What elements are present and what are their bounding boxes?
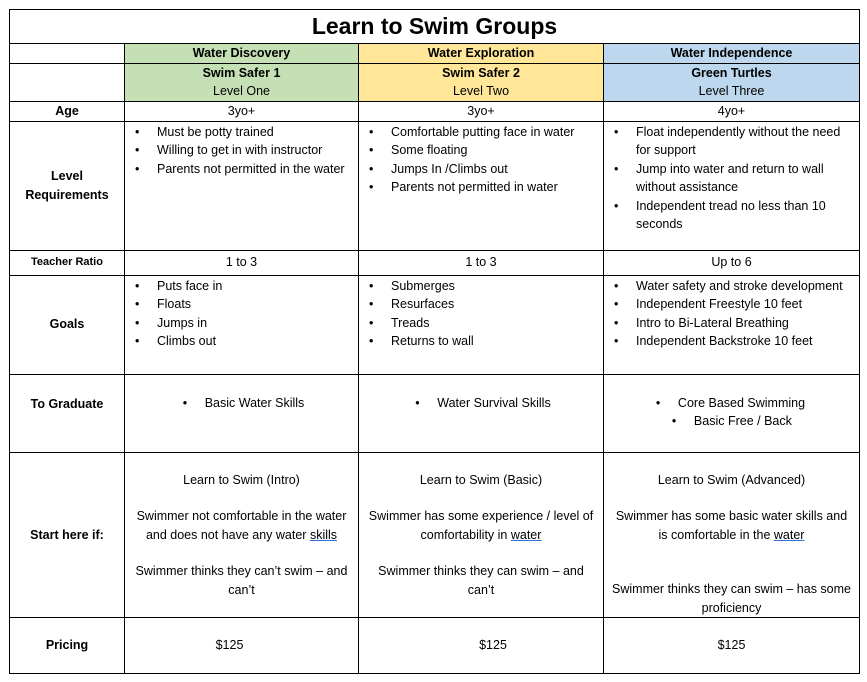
start-description: Swimmer has some experience / level of comfortability in water xyxy=(368,509,594,542)
group-header-3 xyxy=(604,63,860,101)
start-description: Swimmer not comfortable in the water and does not have any water skills xyxy=(136,509,347,542)
price-value: $125 xyxy=(604,618,860,674)
goals-cell xyxy=(359,275,604,374)
graduate-cell xyxy=(125,374,359,452)
group-name: Swim Safer 1 xyxy=(202,65,281,80)
course-name: Learn to Swim (Intro) xyxy=(183,472,300,487)
list-item: • Resurfaces xyxy=(391,295,597,314)
row-label-line: Level xyxy=(51,169,83,183)
price-value: $125 xyxy=(125,618,359,674)
swim-groups-table xyxy=(9,9,860,674)
start-note: Swimmer thinks they can swim – has some proficiency xyxy=(612,582,851,615)
list-item: • Willing to get in with instructor xyxy=(157,141,352,160)
course-name: Learn to Swim (Basic) xyxy=(419,472,543,487)
program-water-discovery: Water Discovery xyxy=(125,44,359,64)
course-name: Learn to Swim (Advanced) xyxy=(657,472,806,487)
start-note: Swimmer thinks they can’t swim – and can’t xyxy=(135,564,348,597)
list-item: • Water Survival Skills xyxy=(437,394,550,413)
list-item: • Jumps in xyxy=(157,314,352,333)
list-item: • Jumps In /Climbs out xyxy=(391,160,597,179)
list-item: • Puts face in xyxy=(157,277,352,296)
row-to-graduate xyxy=(10,374,860,452)
list-item: • Basic Free / Back xyxy=(694,412,805,431)
price-value: $125 xyxy=(359,618,604,674)
list-item: • Floats xyxy=(157,295,352,314)
group-name: Swim Safer 2 xyxy=(442,65,520,80)
list-item: • Independent Freestyle 10 feet xyxy=(636,295,853,314)
age-value: 3yo+ xyxy=(125,101,359,121)
row-requirements xyxy=(10,121,860,250)
ratio-value: 1 to 3 xyxy=(359,250,604,275)
requirements-cell xyxy=(359,121,604,250)
group-level: Level One xyxy=(213,84,270,98)
list-item: • Submerges xyxy=(391,277,597,296)
list-item: • Float independently without the need for support xyxy=(636,123,853,160)
list-item: • Comfortable putting face in water xyxy=(391,123,597,142)
start-cell xyxy=(359,452,604,618)
requirements-cell xyxy=(604,121,860,250)
row-teacher-ratio xyxy=(10,250,860,275)
group-header-2 xyxy=(359,63,604,101)
page-title: Learn to Swim Groups xyxy=(10,10,860,44)
row-label: Teacher Ratio xyxy=(10,250,125,275)
list-item: • Independent Backstroke 10 feet xyxy=(636,332,853,351)
requirements-cell xyxy=(125,121,359,250)
row-label-line: Requirements xyxy=(25,187,109,202)
header-blank xyxy=(10,44,125,64)
goals-cell xyxy=(125,275,359,374)
header-blank xyxy=(10,63,125,101)
row-start-here xyxy=(10,452,860,618)
group-level: Level Three xyxy=(698,84,765,98)
ratio-value: 1 to 3 xyxy=(125,250,359,275)
list-item: • Core Based Swimming xyxy=(678,394,805,413)
graduate-cell xyxy=(604,374,860,452)
age-value: 3yo+ xyxy=(359,101,604,121)
group-level: Level Two xyxy=(452,84,510,98)
group-name: Green Turtles xyxy=(691,65,772,80)
program-water-independence: Water Independence xyxy=(604,44,860,64)
row-label: To Graduate xyxy=(10,374,125,452)
start-cell xyxy=(125,452,359,618)
row-label xyxy=(10,121,125,250)
start-note: Swimmer thinks they can swim – and can’t xyxy=(378,564,584,597)
row-label: Pricing xyxy=(10,618,125,674)
list-item: • Treads xyxy=(391,314,597,333)
row-goals xyxy=(10,275,860,374)
row-label: Age xyxy=(10,101,125,121)
group-header-1 xyxy=(125,63,359,101)
list-item: • Independent tread no less than 10 seconds xyxy=(636,197,853,234)
list-item: • Jump into water and return to wall without assistance xyxy=(636,160,853,197)
start-description: Swimmer has some basic water skills and is comfortable in the water xyxy=(615,509,848,542)
row-pricing xyxy=(10,618,860,674)
start-cell xyxy=(604,452,860,618)
row-label: Goals xyxy=(10,275,125,374)
list-item: • Returns to wall xyxy=(391,332,597,351)
row-age xyxy=(10,101,860,121)
list-item: • Parents not permitted in water xyxy=(391,178,597,197)
list-item: • Parents not permitted in the water xyxy=(157,160,352,179)
goals-cell xyxy=(604,275,860,374)
list-item: • Basic Water Skills xyxy=(205,394,305,413)
graduate-cell xyxy=(359,374,604,452)
row-label: Start here if: xyxy=(10,452,125,618)
list-item: • Water safety and stroke development xyxy=(636,277,853,296)
age-value: 4yo+ xyxy=(604,101,860,121)
list-item: • Intro to Bi-Lateral Breathing xyxy=(636,314,853,333)
list-item: • Some floating xyxy=(391,141,597,160)
list-item: • Climbs out xyxy=(157,332,352,351)
list-item: • Must be potty trained xyxy=(157,123,352,142)
ratio-value: Up to 6 xyxy=(604,250,860,275)
program-water-exploration: Water Exploration xyxy=(359,44,604,64)
